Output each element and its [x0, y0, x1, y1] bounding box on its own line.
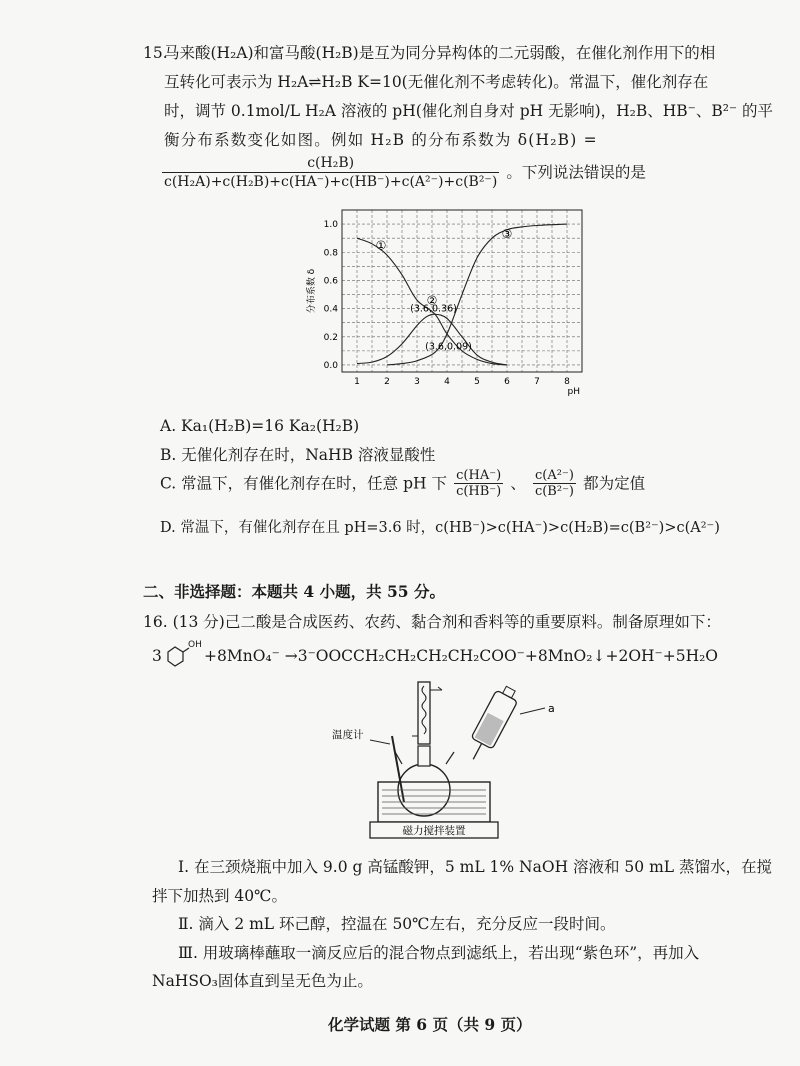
x-tick-label: 5 — [474, 377, 480, 387]
frac1-num: c(HA⁻) — [454, 468, 503, 484]
option-b: B. 无催化剂存在时，NaHB 溶液显酸性 — [160, 446, 436, 464]
option-c — [160, 468, 645, 499]
q15-line3: 时，调节 0.1mol/L H₂A 溶液的 pH(催化剂自身对 pH 无影响)，H₂B、HB⁻、B²⁻ 的平 — [164, 102, 774, 120]
option-d: D. 常温下，有催化剂存在且 pH=3.6 时，c(HB⁻)>c(HA⁻)>c(H₂B)=c(B²⁻)>c(A²⁻) — [160, 520, 720, 536]
option-c-post: 都为定值 — [583, 474, 646, 493]
option-c-frac2 — [533, 468, 576, 499]
condenser — [418, 682, 430, 744]
delta-denominator: c(H₂A)+c(H₂B)+c(HA⁻)+c(HB⁻)+c(A²⁻)+c(B²⁻) — [164, 174, 498, 190]
q15-fraction-row — [160, 154, 646, 191]
step1-line1: Ⅰ. 在三颈烧瓶中加入 9.0 g 高锰酸钾，5 mL 1% NaOH 溶液和 50 mL 蒸馏水，在搅 — [178, 858, 773, 876]
x-axis-label: pH — [567, 387, 580, 397]
x-tick-label: 4 — [444, 377, 450, 387]
y-tick-label: 0.6 — [323, 276, 338, 287]
page-footer: 化学试题 第 6 页（共 9 页） — [328, 1015, 532, 1034]
frac2-num: c(A²⁻) — [533, 468, 576, 484]
annotation-crossing: (3.6,0.09) — [425, 341, 472, 353]
stirrer-label: 磁力搅拌装置 — [402, 825, 466, 837]
curve-label-3: ③ — [501, 227, 513, 242]
section2-heading: 二、非选择题：本题共 4 小题，共 55 分。 — [143, 582, 445, 601]
y-tick-label: 0.2 — [323, 332, 338, 343]
q16-line1: 16. (13 分)己二酸是合成医药、农药、黏合剂和香料等的重要原料。制备原理如下： — [143, 613, 721, 631]
x-tick-label: 7 — [534, 377, 540, 387]
x-tick-label: 8 — [564, 377, 570, 387]
option-c-pre: C. 常温下，有催化剂存在时，任意 pH 下 — [160, 474, 447, 493]
step3-line2: NaHSO₃固体直到呈无色为止。 — [152, 972, 373, 990]
dropping-funnel — [463, 683, 522, 765]
q15-frac-tail: 。下列说法错误的是 — [506, 163, 646, 182]
x-tick-label: 3 — [414, 377, 420, 387]
step2: Ⅱ. 滴入 2 mL 环己醇，控温在 50℃左右，充分反应一段时间。 — [178, 915, 616, 933]
step3-line1: Ⅲ. 用玻璃棒蘸取一滴反应后的混合物点到滤纸上，若出现“紫色环”，再加入 — [178, 944, 700, 962]
frac1-den: c(HB⁻) — [456, 484, 502, 499]
q15-line1: 马来酸(H₂A)和富马酸(H₂B)是互为同分异构体的二元弱酸，在催化剂作用下的相 — [164, 44, 716, 62]
x-tick-label: 2 — [384, 377, 390, 387]
eq-oh: OH — [188, 640, 202, 650]
distribution-chart — [300, 200, 600, 405]
thermometer-label: 温度计 — [332, 729, 364, 741]
y-tick-label: 0.4 — [323, 304, 338, 315]
eq-rest: +8MnO₄⁻ →3⁻OOCCH₂CH₂CH₂CH₂COO⁻+8MnO₂↓+2OH⁻+5H₂O — [204, 647, 719, 665]
curve-label-1: ① — [375, 238, 387, 253]
curve-label-2: ② — [426, 293, 438, 308]
option-c-sep: 、 — [510, 474, 526, 493]
option-c-frac1 — [454, 468, 503, 499]
apparatus-diagram — [330, 672, 560, 842]
q15-number: 15. — [143, 44, 168, 62]
x-tick-label: 6 — [504, 377, 510, 387]
frac2-den: c(B²⁻) — [534, 484, 575, 499]
delta-fraction — [162, 154, 499, 191]
x-tick-label: 1 — [354, 377, 360, 387]
q15-line4: 衡分布系数变化如图。例如 H₂B 的分布系数为 δ(H₂B) = — [164, 131, 598, 149]
funnel-label-a: a — [548, 702, 555, 715]
y-tick-label: 1.0 — [323, 220, 338, 231]
y-tick-label: 0.8 — [323, 248, 338, 259]
annotation-peak: (3.6,0.36) — [410, 303, 457, 315]
eq-coefficient: 3 — [152, 647, 162, 665]
step1-line2: 拌下加热到 40℃。 — [152, 887, 287, 905]
y-axis-label: 分布系数 δ — [307, 268, 317, 314]
delta-numerator: c(H₂B) — [162, 154, 499, 173]
option-a: A. Ka₁(H₂B)=16 Ka₂(H₂B) — [160, 417, 360, 435]
y-tick-label: 0.0 — [323, 360, 338, 371]
q15-line2: 互转化可表示为 H₂A⇌H₂B K=10(无催化剂不考虑转化)。常温下，催化剂存在 — [164, 73, 709, 91]
